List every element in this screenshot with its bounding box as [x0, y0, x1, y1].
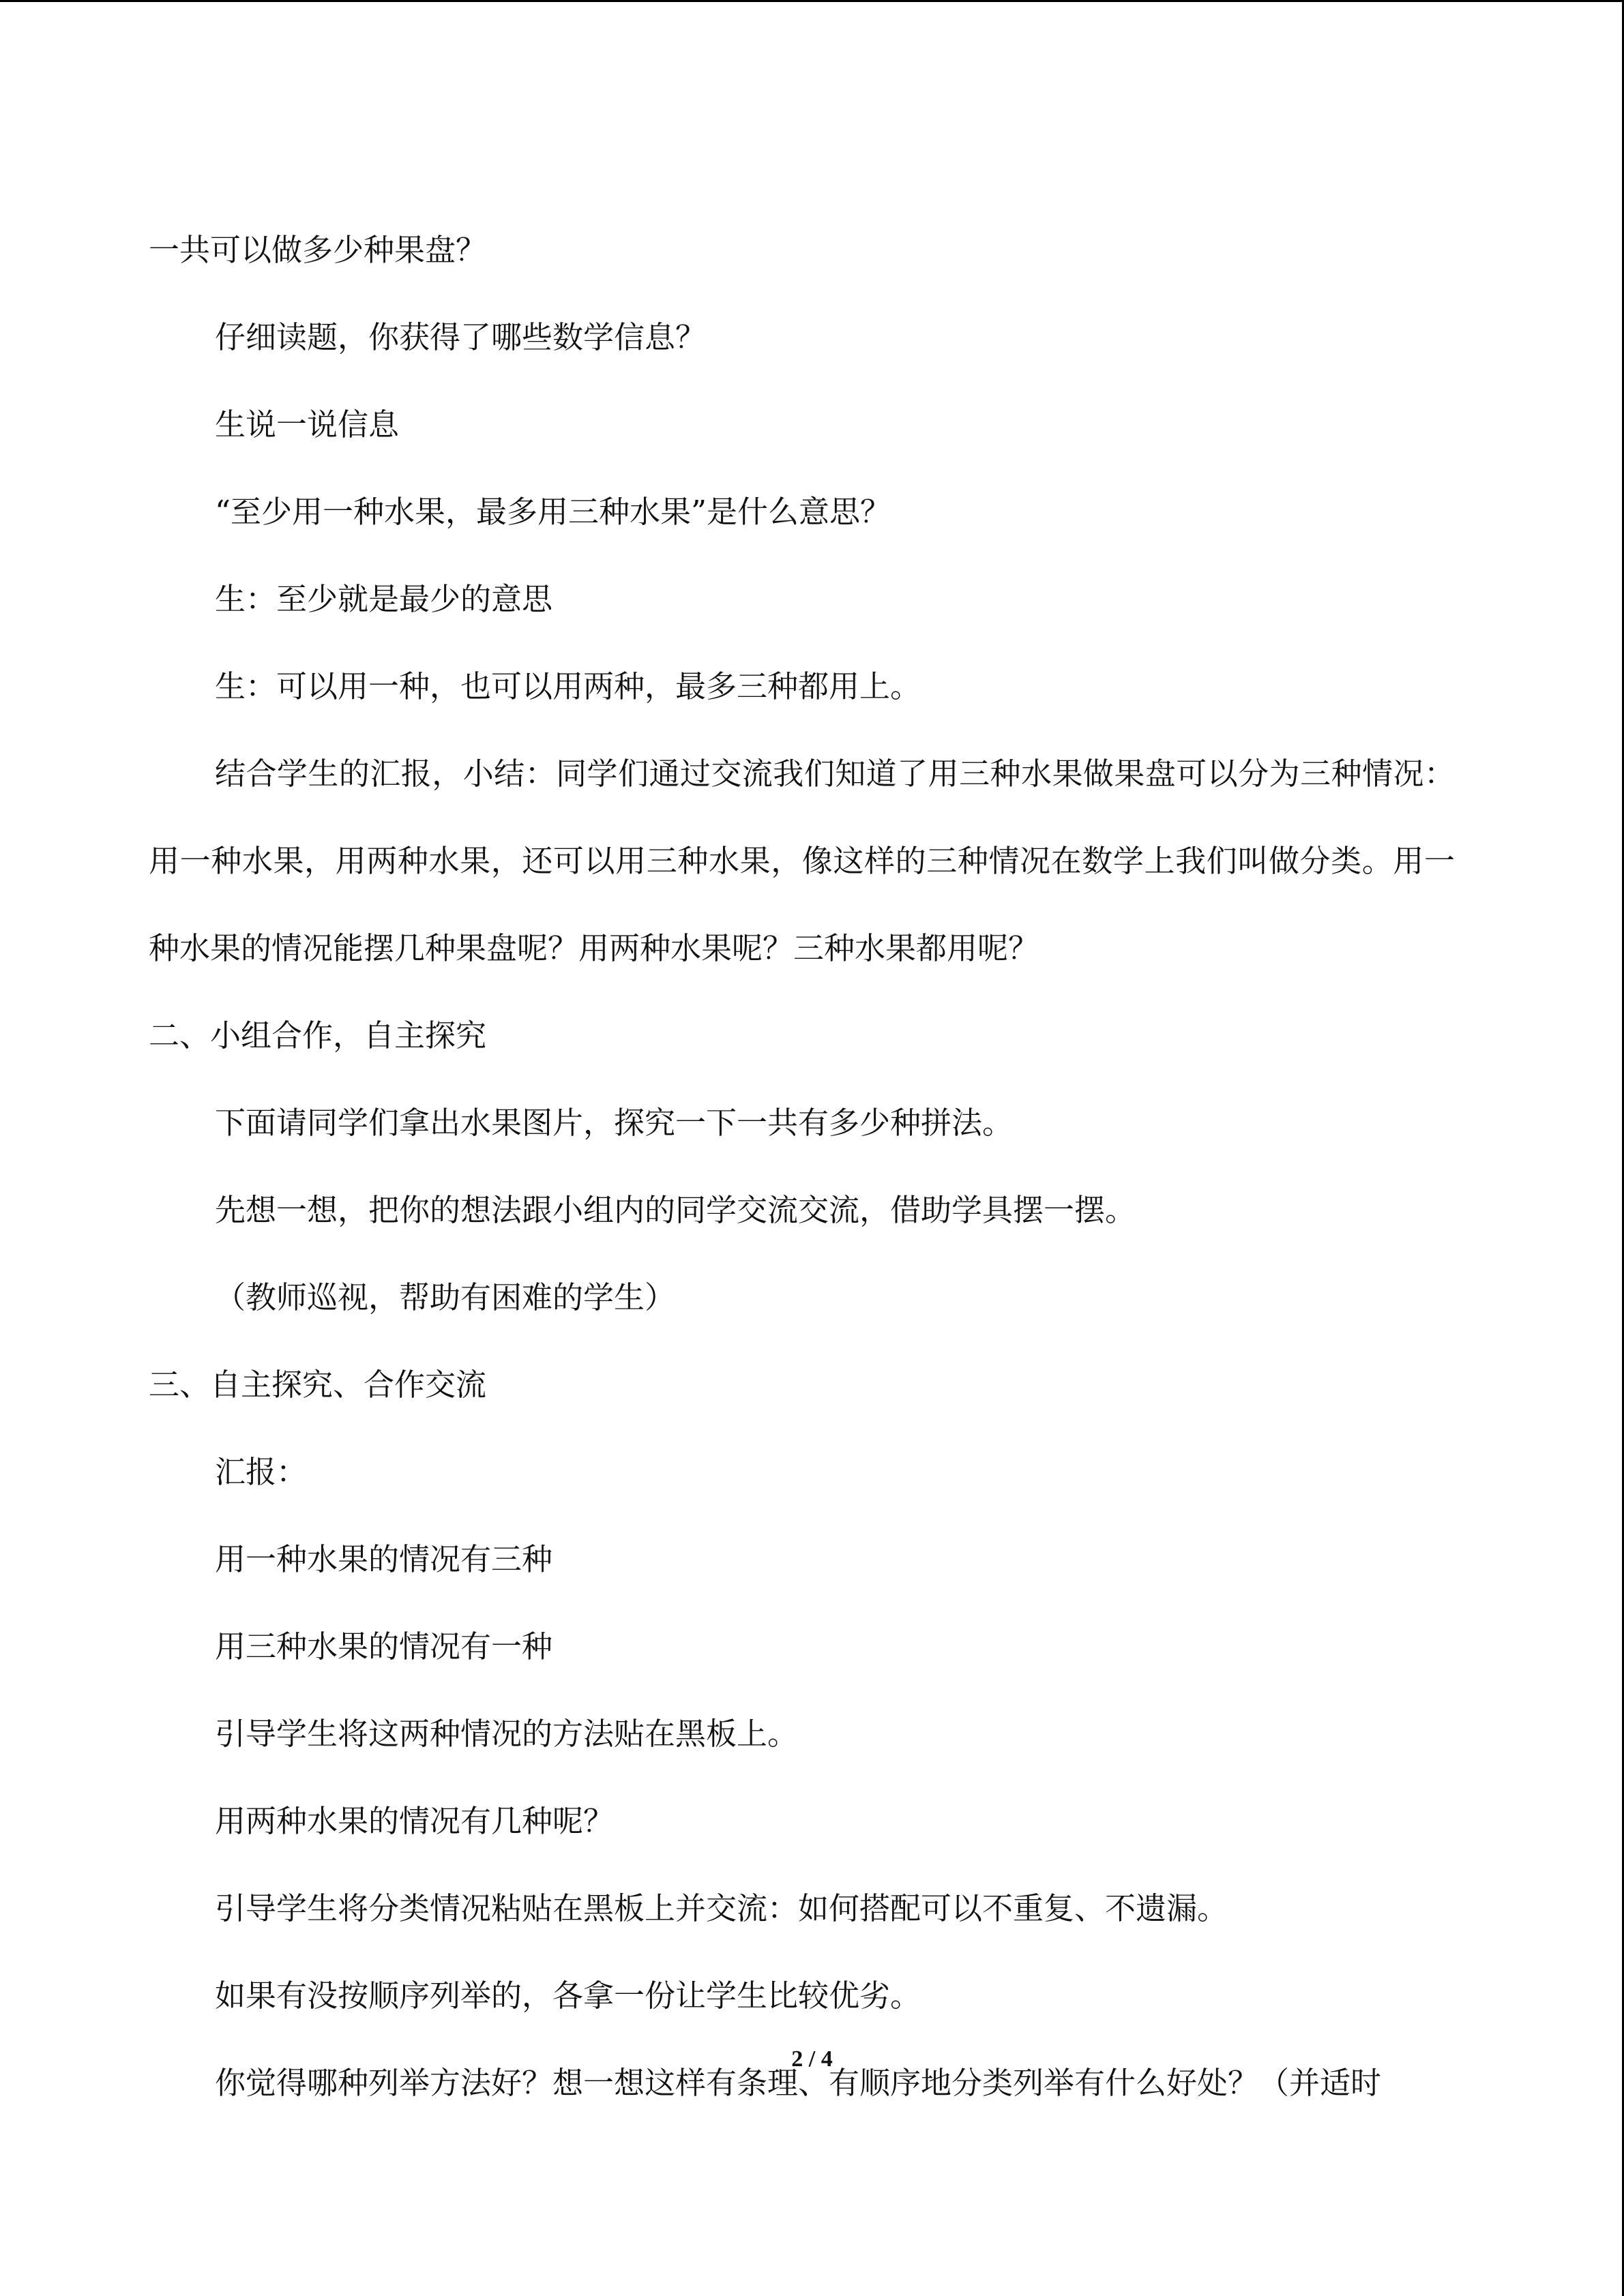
section-heading: 三、自主探究、合作交流	[149, 1367, 487, 1403]
paragraph: 生说一说信息	[215, 406, 400, 443]
paragraph: 先想一想，把你的想法跟小组内的同学交流交流，借助学具摆一摆。	[215, 1192, 1136, 1228]
section-heading: 二、小组合作，自主探究	[149, 1017, 487, 1054]
paragraph: 用三种水果的情况有一种	[215, 1628, 553, 1665]
paragraph: 引导学生将分类情况粘贴在黑板上并交流：如何搭配可以不重复、不遗漏。	[215, 1890, 1228, 1926]
paragraph: （教师巡视，帮助有困难的学生）	[215, 1279, 676, 1315]
page-number: 2 / 4	[791, 2046, 833, 2072]
paragraph: 用一种水果的情况有三种	[215, 1541, 553, 1577]
paragraph: 用两种水果的情况有几种呢？	[215, 1803, 615, 1839]
document-body	[149, 207, 1455, 2127]
paragraph: 你觉得哪种列举方法好？想一想这样有条理、有顺序地分类列举有什么好处？（并适时	[215, 2065, 1382, 2101]
paragraph: 如果有没按顺序列举的，各拿一份让学生比较优劣。	[215, 1978, 921, 2014]
summary-paragraph: 结合学生的汇报，小结：同学们通过交流我们知道了用三种水果做果盘可以分为三种情况：用一种水果，用两种水果，还可以用三种水果，像这样的三种情况在数学上我们叫做分类。用一种水果的情况能摆几种果盘呢？用两种水果呢？三种水果都用呢？	[149, 756, 1455, 966]
paragraph: 一共可以做多少种果盘？	[149, 232, 487, 268]
paragraph: 生：至少就是最少的意思	[215, 581, 553, 617]
paragraph: 仔细读题，你获得了哪些数学信息？	[215, 319, 707, 355]
paragraph: “至少用一种水果，最多用三种水果”是什么意思？	[215, 494, 891, 530]
paragraph: 引导学生将这两种情况的方法贴在黑板上。	[215, 1716, 799, 1752]
paragraph: 汇报：	[215, 1454, 308, 1490]
paragraph: 下面请同学们拿出水果图片，探究一下一共有多少种拼法。	[215, 1105, 1014, 1141]
paragraph: 生：可以用一种，也可以用两种，最多三种都用上。	[215, 668, 921, 704]
